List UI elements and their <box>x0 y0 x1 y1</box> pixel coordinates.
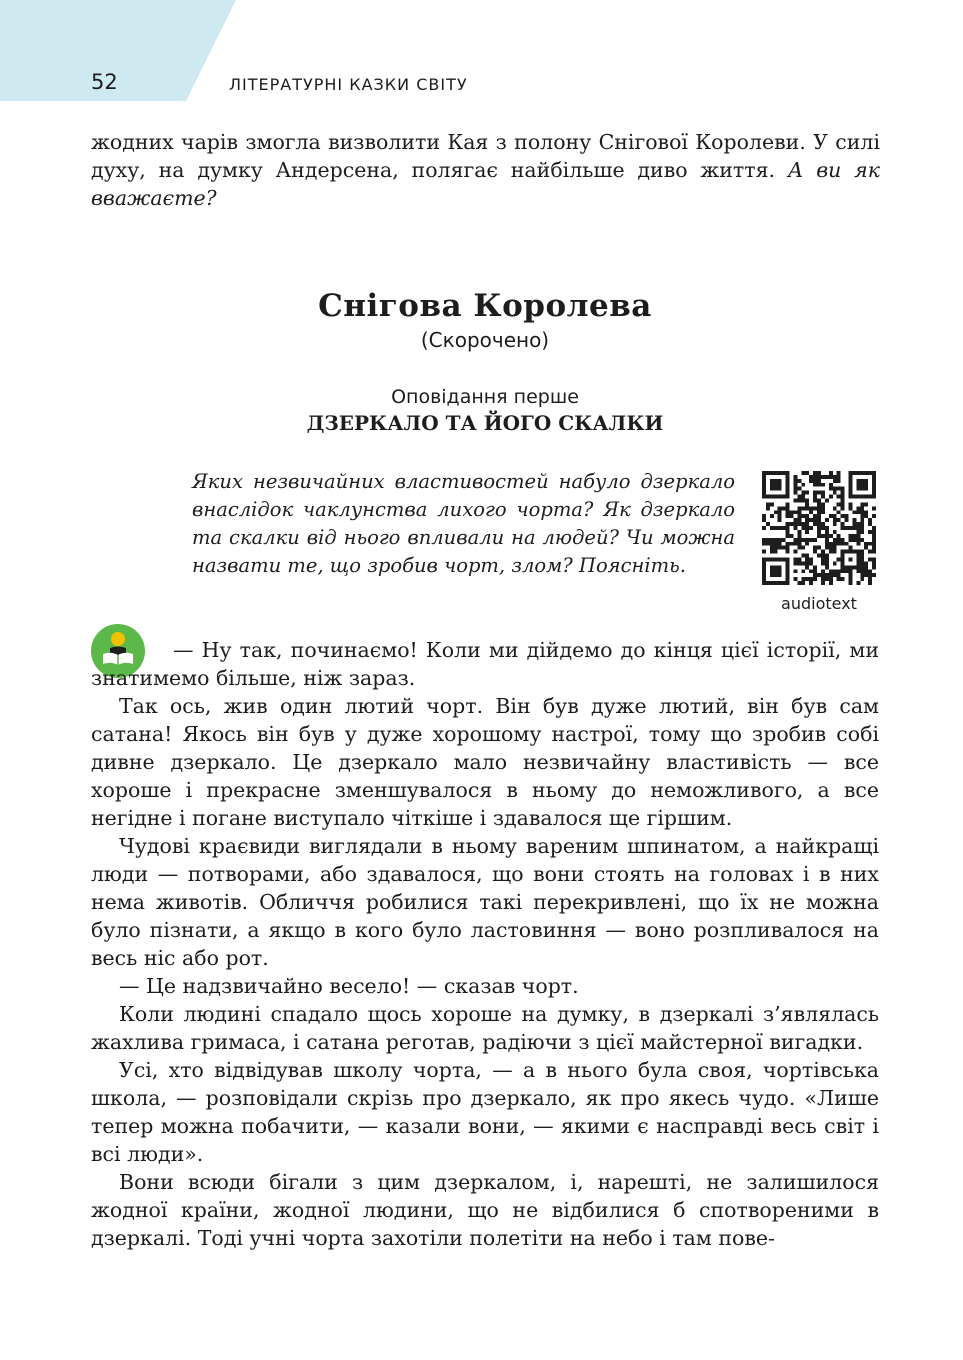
story-paragraph: Так ось, жив один лютий чорт. Він був дуже лютий, він був сам сатана! Якось він був у дуже хорошому настрої, тому що зробив собі дивне дзеркало. Це дзеркало мало незвичайну властивість — все хороше і прекрасне зменшувалося в ньому до неможливого, а все негідне і погане виступало чіткіше і здавалося ще гіршим. <box>91 694 879 830</box>
chapter-label: Оповідання перше <box>391 386 579 408</box>
story-paragraph: Усі, хто відвідував школу чорта, — а в нього була своя, чортівська школа, — розповідали скрізь про дзеркало, як про якесь чудо. «Лише тепер можна побачити, — казали вони, — якими є насправді весь світ і всі люди». <box>91 1058 879 1166</box>
story-body <box>91 636 879 1252</box>
story-paragraph: Коли людині спадало щось хороше на думку, в дзеркалі з’являлась жахлива гримаса, і сатана реготав, радіючи з цієї майстерної вигадки. <box>91 1002 879 1054</box>
qr-label: audiotext <box>781 594 857 613</box>
story-paragraph: Чудові краєвиди виглядали в ньому вареним шпинатом, а найкращі люди — потворами, або здавалося, що вони стоять на головах і в них нема животів. Обличчя робилися такі перекривлені, що їх не можна було пізнати, а якщо в кого було ластовиння — воно розпливалося на весь ніс або рот. <box>91 834 879 970</box>
intro-question: А ви як вважаєте? <box>91 158 880 210</box>
pre-reading-questions: Яких незвичайних властивостей набуло дзеркало внаслідок чаклунства лихого чорта? Як дзеркало та скалки від нього впливали на людей? Чи можна назвати те, що зробив чорт, злом? Поясніть. <box>192 470 735 577</box>
intro-text: жодних чарів змогла визволити Кая з полону Снігової Королеви. У силі духу, на думку Андерсена, полягає найбільше диво життя. <box>91 130 880 182</box>
story-title: Снігова Королева <box>318 288 652 324</box>
qr-code-icon[interactable] <box>762 471 876 585</box>
page-corner-tab <box>0 0 236 101</box>
story-paragraph: — Ну так, починаємо! Коли ми дійдемо до кінця цієї історії, ми знатимемо більше, ніж зараз. <box>91 638 879 690</box>
story-paragraph: — Це надзвичайно весело! — сказав чорт. <box>119 974 579 998</box>
story-subtitle: (Скорочено) <box>420 328 550 352</box>
story-paragraph: Вони всюди бігали з цим дзеркалом, і, нарешті, не залишилося жодної країни, жодної людини, що не відбилися б спотвореними в дзеркалі. Тоді учні чорта захотіли полетіти на небо і там пове- <box>91 1170 879 1250</box>
page-number: 52 <box>91 70 118 94</box>
chapter-title: ДЗЕРКАЛО ТА ЙОГО СКАЛКИ <box>306 411 664 435</box>
running-title: ЛІТЕРАТУРНІ КАЗКИ СВІТУ <box>229 75 468 94</box>
intro-paragraph <box>91 128 880 212</box>
